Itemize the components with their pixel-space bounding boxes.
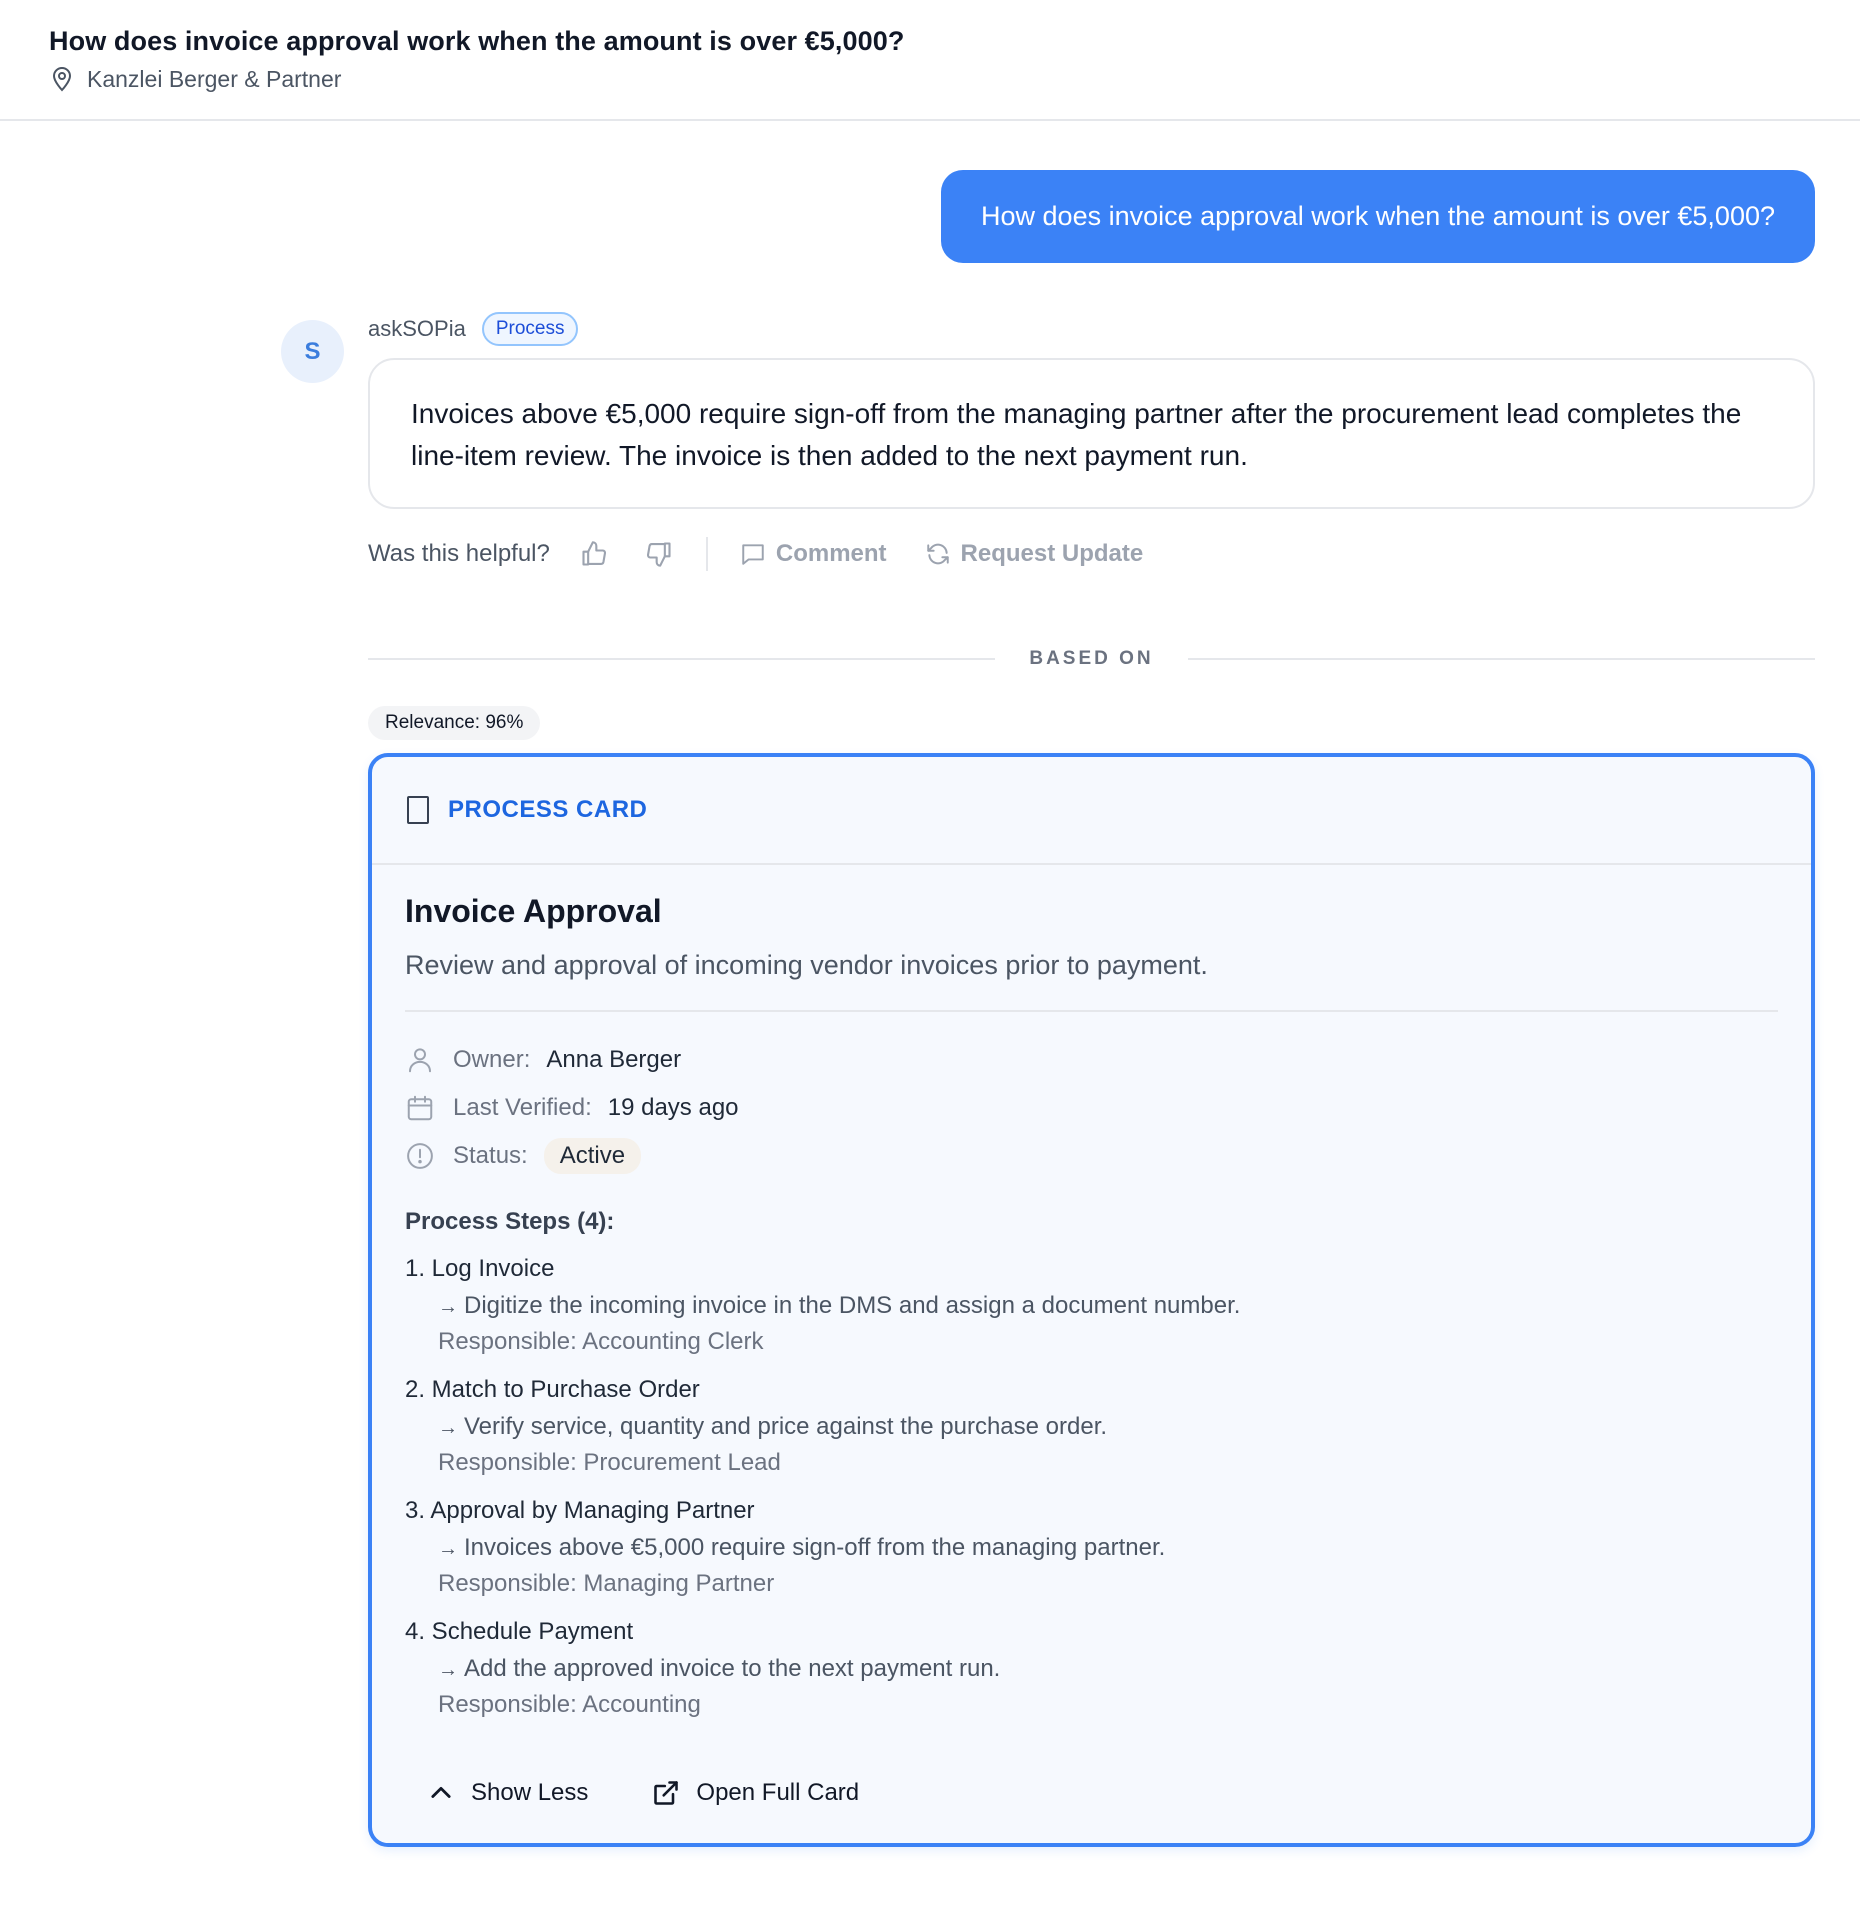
owner-label: Owner: xyxy=(453,1046,531,1073)
assistant-answer-text: Invoices above €5,000 require sign-off from the managing partner after the procurement lead completes the line-item review. The invoice is then added to the next payment run. xyxy=(411,398,1742,471)
feedback-row xyxy=(368,532,1143,576)
owner-row xyxy=(405,1036,1778,1084)
answer-type-badge: Process xyxy=(482,312,579,346)
arrow-right-icon: → xyxy=(438,1296,458,1318)
step-description xyxy=(405,1653,1778,1686)
card-description: Review and approval of incoming vendor invoices prior to payment. xyxy=(405,950,1208,980)
step-description xyxy=(405,1532,1778,1565)
helpful-prompt: Was this helpful? xyxy=(368,540,550,567)
document-icon xyxy=(407,796,429,824)
open-full-card-label: Open Full Card xyxy=(696,1779,860,1806)
step-description-text: Digitize the incoming invoice in the DMS and assign a document number. xyxy=(464,1292,1241,1319)
feedback-divider xyxy=(706,537,708,571)
last-verified-value: 19 days ago xyxy=(607,1094,739,1121)
show-less-button[interactable] xyxy=(427,1779,588,1807)
assistant-avatar: S xyxy=(281,320,344,383)
assistant-meta xyxy=(368,312,578,346)
step-description-text: Add the approved invoice to the next payment run. xyxy=(464,1655,1001,1682)
card-type-label: PROCESS CARD xyxy=(448,796,648,823)
status-row xyxy=(405,1132,1778,1180)
comment-icon xyxy=(740,541,766,567)
step-responsible: Responsible: Accounting Clerk xyxy=(438,1328,764,1355)
map-pin-icon xyxy=(51,66,73,92)
organization-name: Kanzlei Berger & Partner xyxy=(87,66,342,92)
user-icon xyxy=(405,1045,435,1075)
process-card xyxy=(368,753,1815,1847)
status-badge: Active xyxy=(544,1138,641,1174)
page-title: How does invoice approval work when the amount is over €5,000? xyxy=(49,26,905,56)
process-step xyxy=(405,1494,1778,1603)
arrow-right-icon: → xyxy=(438,1538,458,1560)
card-meta xyxy=(405,1036,1778,1180)
organization-line xyxy=(49,62,1860,96)
assistant-answer-bubble xyxy=(368,358,1815,509)
last-verified-row xyxy=(405,1084,1778,1132)
relevance-text: Relevance: 96% xyxy=(385,712,524,733)
conversation-header xyxy=(0,0,1860,121)
thumbs-down-icon xyxy=(645,540,673,568)
user-message-bubble xyxy=(941,170,1815,263)
assistant-name: askSOPia xyxy=(368,316,466,341)
thumbs-up-icon xyxy=(580,540,608,568)
chevron-up-icon xyxy=(427,1779,455,1807)
status-label: Status: xyxy=(453,1142,528,1169)
step-name: 2. Match to Purchase Order xyxy=(405,1376,700,1403)
process-card-body xyxy=(372,865,1811,1724)
step-description-text: Invoices above €5,000 require sign-off from the managing partner. xyxy=(464,1534,1166,1561)
step-name: 3. Approval by Managing Partner xyxy=(405,1497,755,1524)
arrow-right-icon: → xyxy=(438,1659,458,1681)
divider-line-left xyxy=(368,658,995,660)
alert-circle-icon xyxy=(405,1141,435,1171)
step-description xyxy=(405,1290,1778,1323)
process-step xyxy=(405,1615,1778,1724)
step-description-text: Verify service, quantity and price against the purchase order. xyxy=(464,1413,1108,1440)
thumbs-up-button[interactable] xyxy=(580,540,608,568)
process-step xyxy=(405,1373,1778,1482)
refresh-icon xyxy=(925,541,951,567)
external-link-icon xyxy=(652,1779,680,1807)
step-responsible: Responsible: Accounting xyxy=(438,1691,701,1718)
sources-divider xyxy=(368,644,1815,674)
card-title: Invoice Approval xyxy=(405,893,662,929)
step-name: 4. Schedule Payment xyxy=(405,1618,634,1645)
sources-divider-label: BASED ON xyxy=(1029,648,1154,669)
comment-button[interactable] xyxy=(740,540,887,568)
process-card-header xyxy=(372,757,1811,865)
card-actions xyxy=(427,1779,859,1807)
show-less-label: Show Less xyxy=(471,1779,589,1806)
card-divider xyxy=(405,1010,1778,1012)
last-verified-label: Last Verified: xyxy=(453,1094,592,1121)
process-step xyxy=(405,1252,1778,1361)
open-full-card-button[interactable] xyxy=(652,1779,859,1807)
request-update-label: Request Update xyxy=(960,540,1144,567)
owner-value: Anna Berger xyxy=(546,1046,682,1073)
step-responsible: Responsible: Managing Partner xyxy=(438,1570,775,1597)
arrow-right-icon: → xyxy=(438,1417,458,1439)
user-message-text: How does invoice approval work when the amount is over €5,000? xyxy=(981,201,1775,231)
divider-line-right xyxy=(1188,658,1815,660)
calendar-icon xyxy=(405,1093,435,1123)
step-responsible: Responsible: Procurement Lead xyxy=(438,1449,781,1476)
step-description xyxy=(405,1411,1778,1444)
request-update-button[interactable] xyxy=(925,540,1144,568)
relevance-badge xyxy=(368,706,540,740)
process-steps-title: Process Steps (4): xyxy=(405,1208,615,1235)
comment-label: Comment xyxy=(775,540,887,567)
thumbs-down-button[interactable] xyxy=(645,540,673,568)
step-name: 1. Log Invoice xyxy=(405,1255,555,1282)
